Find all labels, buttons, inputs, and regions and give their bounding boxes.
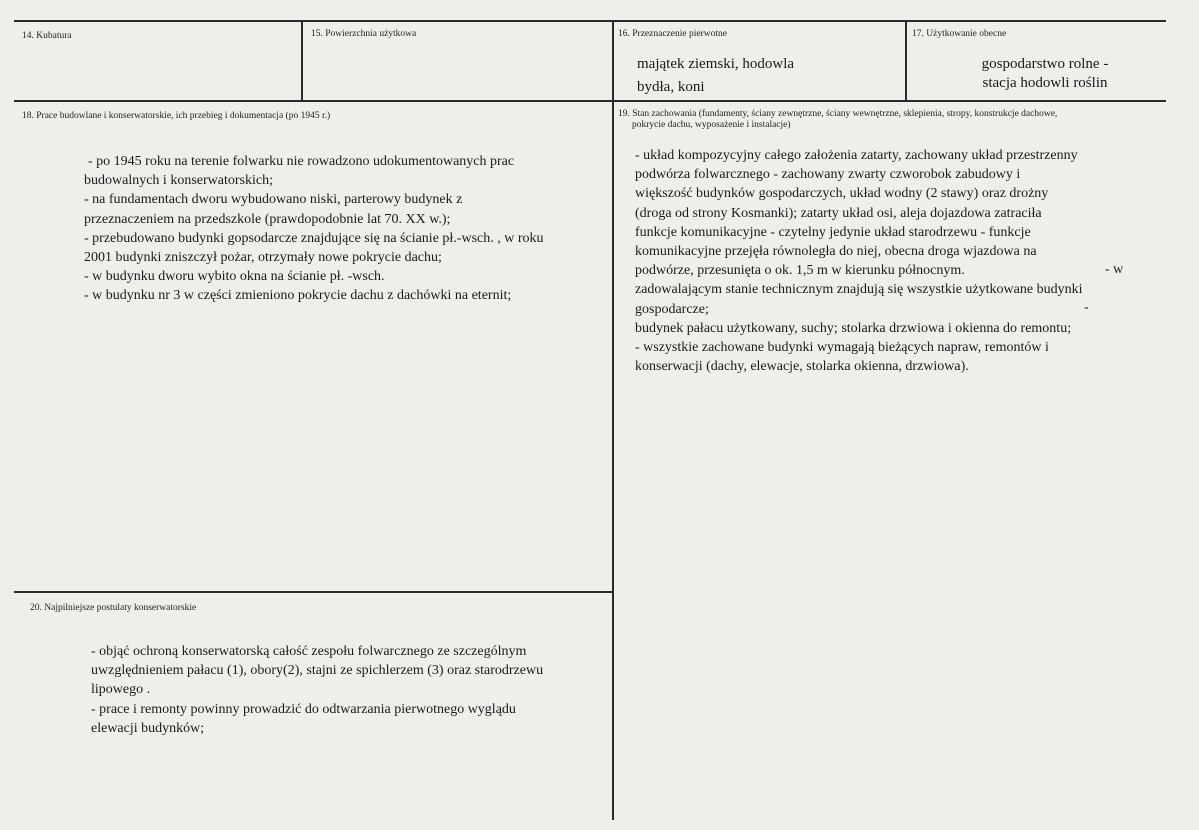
field-18-line: budowalnych i konserwatorskich; [84,173,273,189]
field-18-line: - po 1945 roku na terenie folwarku nie rowadzono udokumentowanych prac [88,154,515,169]
field-15-label: 15. Powierzchnia użytkowa [311,29,417,39]
field-18-line: - w budynku nr 3 w części zmieniono pokrycie dachu z dachówki na eternit; [84,288,512,304]
field-18-line: - przebudowano budynki gopsodarcze znajdujące się na ścianie pł.-wsch. , w roku [84,230,544,246]
field-19-line: większość budynków gospodarczych, układ wodny (2 stawy) oraz drożny [635,186,1049,202]
field-19-body [635,146,1082,376]
top-border-line [14,20,1166,22]
column-divider-1 [301,20,303,101]
field-16-value-line-1: majątek ziemski, hodowla [637,56,795,72]
field-18-line: - na fundamentach dworu wybudowano niski, parterowy budynek z [84,192,463,208]
field-19-label-line-2: pokrycie dachu, wyposażenie i instalacje) [632,120,791,130]
field-20-line: - prace i remonty powinny prowadzić do odtwarzania pierwotnego wyglądu [91,701,516,717]
field-18-label: 18. Prace budowlane i konserwatorskie, ich przebieg i dokumentacja (po 1945 r.) [22,111,331,121]
field-20-label: 20. Najpilniejsze postulaty konserwatorskie [30,603,197,613]
field-19-line: gospodarcze; [635,301,709,317]
field-20-line: lipowego . [91,682,151,698]
field-17-value-line-1: gospodarstwo rolne - [981,56,1109,72]
column-divider-main [612,20,614,820]
field-19-line: komunikacyjne przejęła równoległa do niej, obecna droga wjazdowa na [635,244,1037,260]
field-19-line: (droga od strony Kosmanki); zatarty układ osi, aleja dojazdowa zatraciła [635,205,1042,221]
field-19-label-line-1: 19. Stan zachowania (fundamenty, ściany zewnętrzne, ściany wewnętrzne, sklepienia, stropy, konstrukcje dachowe, [618,109,1058,119]
field-19-dash-w-mark: - w [1105,262,1124,277]
field-20-line: - objąć ochroną konserwatorską całość zespołu folwarcznego ze szczególnym [91,644,527,659]
field-16-label: 16. Przeznaczenie pierwotne [618,29,727,39]
field-18-line: przeznaczeniem na przedszkole (prawdopodobnie lat 70. XX w.); [84,211,451,227]
field-17-value-line-2: stacja hodowli roślin [982,75,1108,91]
field-19-line: - układ kompozycyjny całego założenia zatarty, zachowany układ przestrzenny [635,148,1078,163]
field-20-line: uwzględnieniem pałacu (1), obory(2), stajni ze spichlerzem (3) oraz starodrzewu [91,663,544,679]
field-19-line: - wszystkie zachowane budynki wymagają bieżących napraw, remontów i [635,340,1049,356]
field-19-line: zadowalającym stanie technicznym znajdują się wszystkie użytkowane budynki [635,282,1083,298]
field-20-body [91,642,543,738]
field-19-line: budynek pałacu użytkowany, suchy; stolarka drzwiowa i okienna do remontu; [635,320,1072,336]
section-20-top-line [14,591,614,593]
field-19-line: funkcje komunikacyjne - czytelny jedynie układ starodrzewu - funkcje [635,224,1031,240]
row-divider-line [14,100,1166,102]
column-divider-3 [905,20,907,101]
field-20-line: elewacji budynków; [91,720,205,736]
field-19-line: podwórze, przesunięta o ok. 1,5 m w kierunku północnym. [635,263,965,279]
field-18-line: 2001 budynki zniszczył pożar, otrzymały nowe pokrycie dachu; [84,250,442,266]
field-19-dash-mark: - [1084,300,1089,315]
field-16-value-line-2: bydła, koni [637,79,705,95]
field-19-line: konserwacji (dachy, elewacje, stolarka okienna, drzwiowa). [635,359,969,375]
field-14-label: 14. Kubatura [22,31,72,41]
field-19-line: podwórza folwarcznego - zachowany zwarty czworobok zabudowy i [635,167,1021,183]
field-17-label: 17. Użytkowanie obecne [912,29,1007,39]
field-18-body [84,152,544,306]
field-18-line: - w budynku dworu wybito okna na ścianie pł. -wsch. [84,269,385,285]
